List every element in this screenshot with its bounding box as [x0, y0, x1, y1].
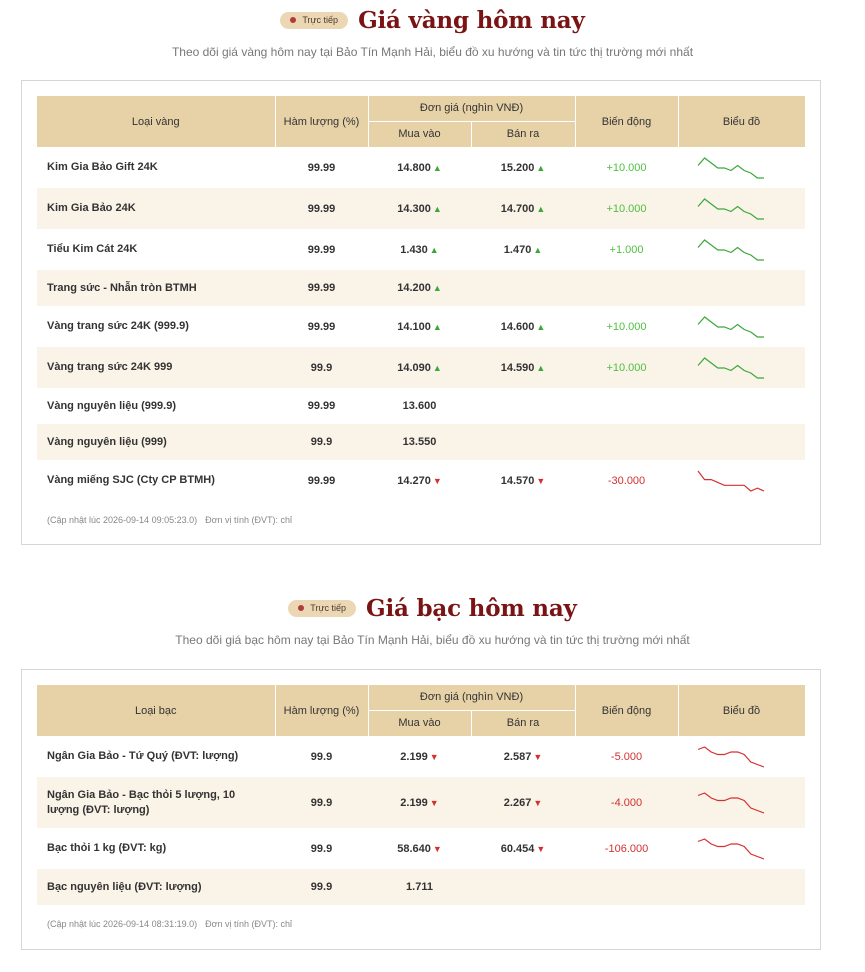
silver-unit-note: Đơn vị tính (ĐVT): chỉ	[205, 919, 293, 929]
table-row	[37, 736, 805, 777]
sell-price-cell	[471, 188, 575, 229]
trend-sparkline	[696, 837, 766, 861]
silver-updated-time: (Cập nhật lúc 2026-09-14 08:31:19.0)	[47, 919, 198, 929]
trend-sparkline	[696, 745, 766, 769]
col-header-unit-price: Đơn giá (nghìn VNĐ)	[368, 685, 575, 710]
table-row	[37, 306, 805, 347]
trend-line	[698, 793, 764, 813]
table-row	[37, 147, 805, 188]
sell-price-cell	[471, 777, 575, 828]
sell-price-cell	[471, 306, 575, 347]
trend-line	[698, 240, 764, 260]
table-row	[37, 388, 805, 424]
arrow-up-icon: ▲	[533, 244, 543, 255]
trend-sparkline	[696, 791, 766, 815]
row-name: Kim Gia Bảo 24K	[37, 188, 275, 229]
buy-price-cell	[368, 869, 471, 905]
col-header-buy: Mua vào	[368, 121, 471, 147]
row-name: Bạc thỏi 1 kg (ĐVT: kg)	[47, 842, 167, 854]
row-change: -5.000	[610, 750, 643, 763]
sell-price-cell	[471, 460, 575, 501]
buy-price-cell	[368, 460, 471, 501]
arrow-down-icon: ▼	[533, 797, 543, 808]
live-dot-icon	[290, 17, 296, 23]
sell-price-cell	[471, 869, 575, 905]
col-header-type: Loại vàng	[37, 96, 275, 147]
sell-price: 2.587	[503, 750, 532, 763]
buy-price-cell	[368, 777, 471, 828]
sell-price: 14.570	[500, 474, 535, 487]
silver-section-header	[0, 593, 865, 647]
arrow-up-icon: ▲	[432, 162, 442, 173]
row-chart	[678, 869, 805, 905]
arrow-down-icon: ▼	[432, 475, 442, 486]
row-name: Vàng trang sức 24K (999.9)	[47, 320, 189, 332]
sell-price: 2.267	[503, 796, 532, 809]
live-badge-label: Trực tiếp	[302, 15, 339, 25]
buy-price: 14.270	[397, 474, 431, 487]
table-row	[37, 347, 805, 388]
arrow-down-icon: ▼	[429, 751, 439, 762]
buy-price-cell	[368, 347, 471, 388]
table-row	[37, 188, 805, 229]
buy-price-cell	[368, 736, 471, 777]
trend-line	[698, 471, 764, 491]
col-header-sell: Bán ra	[471, 121, 575, 147]
sell-price-cell	[471, 347, 575, 388]
table-row	[37, 869, 805, 905]
row-name: Trang sức - Nhẫn tròn BTMH	[37, 270, 275, 306]
col-header-buy: Mua vào	[368, 710, 471, 736]
trend-line	[698, 747, 764, 767]
trend-line	[698, 839, 764, 859]
buy-price: 14.800	[397, 161, 431, 174]
row-chart	[678, 736, 805, 777]
sell-price: 1.470	[503, 243, 532, 256]
row-purity: 99.99	[307, 161, 336, 174]
live-dot-icon	[298, 605, 304, 611]
row-name: Bạc nguyên liệu (ĐVT: lượng)	[37, 869, 275, 905]
row-change	[575, 869, 678, 905]
sell-price: 60.454	[500, 842, 535, 855]
gold-title: Giá vàng hôm nay	[358, 6, 585, 34]
trend-line	[698, 317, 764, 337]
gold-subtitle: Theo dõi giá vàng hôm nay tại Bảo Tín Mạnh Hải, biểu đồ xu hướng và tin tức thị trường mới nhất	[171, 45, 694, 59]
col-header-unit-price: Đơn giá (nghìn VNĐ)	[368, 96, 575, 121]
trend-sparkline	[696, 238, 766, 262]
sell-price: 14.700	[500, 202, 535, 215]
row-change: +10.000	[575, 188, 678, 229]
sell-price: 14.600	[500, 320, 535, 333]
buy-price: 14.300	[397, 202, 431, 215]
buy-price-cell	[368, 828, 471, 869]
row-purity: 99.99	[307, 320, 336, 333]
live-badge	[280, 12, 348, 29]
table-row	[37, 270, 805, 306]
col-header-sell: Bán ra	[471, 710, 575, 736]
trend-line	[698, 158, 764, 178]
col-header-change: Biến động	[575, 96, 678, 147]
arrow-down-icon: ▼	[533, 751, 543, 762]
buy-price: 1.430	[400, 243, 428, 256]
trend-sparkline	[696, 197, 766, 221]
buy-price: 14.200	[397, 282, 431, 294]
row-chart	[678, 424, 805, 460]
row-change: +10.000	[575, 347, 678, 388]
row-chart	[678, 347, 805, 388]
row-chart	[678, 828, 805, 869]
silver-table-body	[37, 736, 805, 905]
row-chart	[678, 229, 805, 270]
row-change	[575, 270, 678, 306]
arrow-down-icon: ▼	[536, 475, 546, 486]
trend-sparkline	[696, 469, 766, 493]
row-name: Vàng miếng SJC (Cty CP BTMH)	[47, 474, 215, 486]
silver-title: Giá bạc hôm nay	[366, 594, 577, 622]
silver-subtitle: Theo dõi giá bạc hôm nay tại Bảo Tín Mạnh Hải, biểu đồ xu hướng và tin tức thị trường mới nhất	[175, 633, 690, 647]
row-change	[575, 388, 678, 424]
buy-price: 2.199	[400, 750, 428, 763]
gold-price-table	[37, 96, 806, 501]
gold-updated-time: (Cập nhật lúc 2026-09-14 09:05:23.0)	[47, 515, 198, 525]
row-name: Kim Gia Bảo Gift 24K	[47, 161, 158, 173]
sell-price: 15.200	[500, 161, 535, 174]
gold-footnote	[47, 515, 820, 525]
row-chart	[678, 188, 805, 229]
arrow-up-icon: ▲	[536, 162, 546, 173]
col-header-purity: Hàm lượng (%)	[275, 685, 368, 736]
buy-price: 14.090	[397, 361, 431, 374]
row-chart	[678, 270, 805, 306]
row-purity: 99.99	[307, 243, 336, 256]
row-name: Vàng nguyên liệu (999)	[37, 424, 275, 460]
row-change	[575, 424, 678, 460]
buy-price-cell	[368, 229, 471, 270]
row-purity: 99.99	[275, 270, 368, 306]
row-name: Ngân Gia Bảo - Bạc thỏi 5 lượng, 10 lượng (ĐVT: lượng)	[37, 777, 275, 828]
row-change: +10.000	[606, 320, 647, 333]
buy-price: 14.100	[397, 320, 431, 333]
buy-price-cell	[368, 188, 471, 229]
arrow-up-icon: ▲	[536, 362, 546, 373]
sell-price-cell	[471, 388, 575, 424]
row-name: Ngân Gia Bảo - Tứ Quý (ĐVT: lượng)	[47, 750, 239, 762]
arrow-down-icon: ▼	[536, 843, 546, 854]
sell-price: 14.590	[500, 361, 535, 374]
buy-price: 2.199	[400, 796, 428, 809]
silver-price-panel	[21, 669, 821, 950]
row-chart	[678, 777, 805, 828]
trend-sparkline	[696, 315, 766, 339]
silver-price-table	[37, 685, 806, 905]
row-chart	[678, 306, 805, 347]
col-header-type: Loại bạc	[37, 685, 275, 736]
sell-price-cell	[471, 270, 575, 306]
row-change: +10.000	[606, 161, 647, 174]
buy-price: 13.550	[402, 436, 437, 448]
live-badge	[288, 600, 356, 617]
trend-line	[698, 199, 764, 219]
gold-unit-note: Đơn vị tính (ĐVT): chỉ	[205, 515, 293, 525]
arrow-up-icon: ▲	[536, 203, 546, 214]
gold-table-body	[37, 147, 805, 501]
row-chart	[678, 147, 805, 188]
buy-price-cell	[368, 270, 471, 306]
table-row	[37, 229, 805, 270]
table-row	[37, 424, 805, 460]
row-name: Vàng trang sức 24K 999	[37, 347, 275, 388]
table-row	[37, 777, 805, 828]
arrow-up-icon: ▲	[432, 321, 442, 332]
row-purity: 99.99	[307, 400, 336, 412]
gold-price-panel	[21, 80, 821, 545]
buy-price-cell	[368, 424, 471, 460]
sell-price-cell	[471, 828, 575, 869]
row-purity: 99.9	[310, 750, 333, 763]
row-change: -106.000	[604, 842, 649, 855]
row-purity: 99.99	[275, 188, 368, 229]
row-chart	[678, 460, 805, 501]
sell-price-cell	[471, 229, 575, 270]
buy-price-cell	[368, 306, 471, 347]
table-row	[37, 460, 805, 501]
trend-sparkline	[696, 356, 766, 380]
row-purity: 99.9	[310, 842, 333, 855]
arrow-up-icon: ▲	[432, 203, 442, 214]
buy-price-cell	[368, 388, 471, 424]
row-chart	[678, 388, 805, 424]
row-purity: 99.9	[275, 869, 368, 905]
arrow-up-icon: ▲	[432, 283, 442, 293]
row-name: Vàng nguyên liệu (999.9)	[47, 399, 176, 412]
arrow-up-icon: ▲	[432, 362, 442, 373]
buy-price: 1.711	[406, 881, 433, 893]
buy-price: 58.640	[397, 842, 431, 855]
row-purity: 99.9	[275, 347, 368, 388]
buy-price-cell	[368, 147, 471, 188]
sell-price-cell	[471, 736, 575, 777]
col-header-chart: Biểu đồ	[678, 96, 805, 147]
row-change: +1.000	[609, 243, 644, 256]
row-purity: 99.9	[275, 777, 368, 828]
trend-sparkline	[696, 156, 766, 180]
sell-price-cell	[471, 424, 575, 460]
buy-price: 13.600	[402, 400, 437, 412]
row-name: Tiểu Kim Cát 24K	[47, 243, 138, 255]
col-header-purity: Hàm lượng (%)	[275, 96, 368, 147]
sell-price-cell	[471, 147, 575, 188]
row-change: -4.000	[575, 777, 678, 828]
trend-line	[698, 358, 764, 378]
arrow-down-icon: ▼	[432, 843, 442, 854]
arrow-up-icon: ▲	[429, 244, 439, 255]
col-header-change: Biến động	[575, 685, 678, 736]
arrow-down-icon: ▼	[429, 797, 439, 808]
row-purity: 99.99	[307, 474, 336, 487]
silver-footnote	[47, 919, 820, 929]
live-badge-label: Trực tiếp	[310, 603, 346, 613]
col-header-chart: Biểu đồ	[678, 685, 805, 736]
row-purity: 99.9	[275, 424, 368, 460]
arrow-up-icon: ▲	[536, 321, 546, 332]
gold-section-header	[0, 5, 865, 59]
table-row	[37, 828, 805, 869]
row-change: -30.000	[607, 474, 646, 487]
